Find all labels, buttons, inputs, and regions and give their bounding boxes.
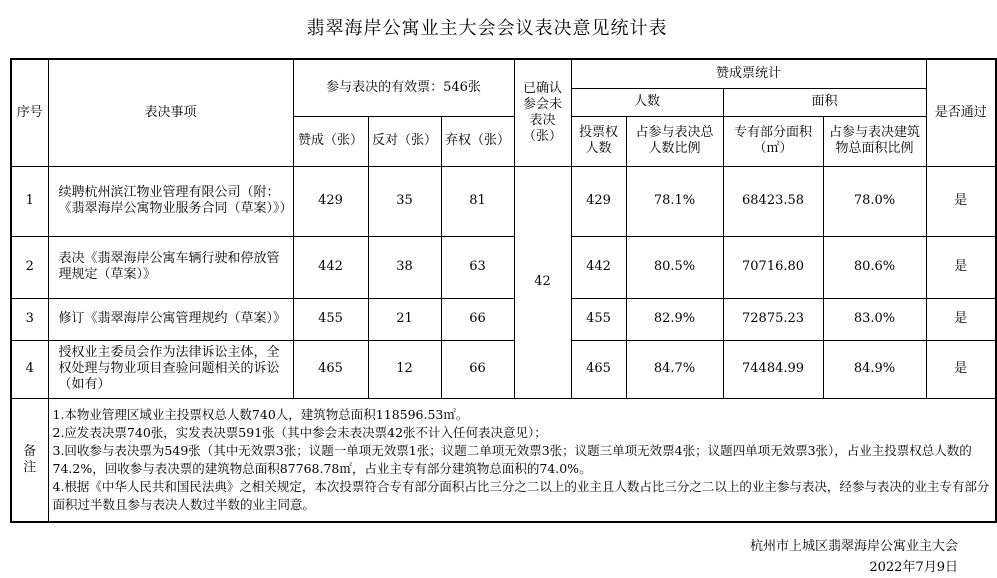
header-stats: 赞成票统计 [571, 59, 926, 88]
header-persons: 人数 [571, 88, 723, 116]
row-passed: 是 [926, 340, 996, 398]
header-voter-ratio: 占参与表决总人数比例 [626, 116, 723, 166]
row-seq: 4 [11, 340, 48, 398]
row-matter: 授权业主委员会作为法律诉讼主体，全权处理与物业项目查验问题相关的诉讼（如有） [48, 340, 293, 398]
header-passed: 是否通过 [926, 59, 996, 166]
header-area-ratio: 占参与表决建筑物总面积比例 [823, 116, 926, 166]
row-matter: 表决《翡翠海岸公寓车辆行驶和停放管理规定（草案）》 [48, 236, 293, 298]
header-exclusive-area: 专有部分面积（㎡） [723, 116, 823, 166]
header-matter: 表决事项 [48, 59, 293, 166]
row-passed: 是 [926, 236, 996, 298]
row-count: 442 [571, 236, 626, 298]
table-row [11, 298, 996, 340]
page-title: 翡翠海岸公寓业主大会会议表决意见统计表 [306, 18, 668, 39]
row-against: 12 [368, 340, 441, 398]
row-count: 455 [571, 298, 626, 340]
row-area: 68423.58 [723, 166, 823, 236]
row-for: 455 [293, 298, 368, 340]
table-row [11, 340, 996, 398]
row-abstain: 66 [441, 340, 514, 398]
row-count: 429 [571, 166, 626, 236]
row-area-ratio: 80.6% [823, 236, 926, 298]
header-against: 反对（张） [368, 116, 441, 166]
row-passed: 是 [926, 166, 996, 236]
notes-label: 备注 [11, 398, 48, 522]
row-abstain: 66 [441, 298, 514, 340]
row-passed: 是 [926, 298, 996, 340]
row-for: 442 [293, 236, 368, 298]
header-confirmed-absent: 已确认参会未表决（张） [514, 59, 571, 166]
header-for: 赞成（张） [293, 116, 368, 166]
note-item: 3.回收参与表决票为549张（其中无效票3张；议题一单项无效票1张；议题二单项无效票3张；议题三单项无效票4张；议题四单项无效票3张），占业主投票权总人数的74.2%，回收参与表决票的建筑物总面积87768.78㎡，占业主专有部分建筑物总面积的74.0%。 [52, 442, 972, 476]
row-count-ratio: 82.9% [626, 298, 723, 340]
row-against: 38 [368, 236, 441, 298]
row-area-ratio: 84.9% [823, 340, 926, 398]
row-matter: 续聘杭州滨江物业管理有限公司（附：《翡翠海岸公寓物业服务合同（草案）》） [48, 166, 293, 236]
confirmed-absent-value: 42 [514, 166, 571, 398]
header-voter-count: 投票权人数 [571, 116, 626, 166]
row-area: 70716.80 [723, 236, 823, 298]
table-row [11, 236, 996, 298]
row-abstain: 81 [441, 166, 514, 236]
row-for: 465 [293, 340, 368, 398]
header-valid-votes: 参与表决的有效票：546张 [293, 59, 514, 116]
notes-body [48, 398, 996, 522]
table-row [11, 166, 996, 236]
row-against: 35 [368, 166, 441, 236]
row-seq: 2 [11, 236, 48, 298]
row-for: 429 [293, 166, 368, 236]
row-count-ratio: 80.5% [626, 236, 723, 298]
row-area-ratio: 83.0% [823, 298, 926, 340]
row-area: 72875.23 [723, 298, 823, 340]
header-abstain: 弃权（张） [441, 116, 514, 166]
row-seq: 1 [11, 166, 48, 236]
row-count-ratio: 84.7% [626, 340, 723, 398]
footer-org: 杭州市上城区翡翠海岸公寓业主大会 [749, 539, 958, 554]
row-area: 74484.99 [723, 340, 823, 398]
row-matter: 修订《翡翠海岸公寓管理规约（草案）》 [48, 298, 293, 340]
header-seq: 序号 [11, 59, 48, 166]
note-item: 1.本物业管理区域业主投票权总人数740人，建筑物总面积118596.53㎡。 [52, 406, 469, 422]
row-area-ratio: 78.0% [823, 166, 926, 236]
header-area: 面积 [723, 88, 926, 116]
row-count: 465 [571, 340, 626, 398]
row-against: 21 [368, 298, 441, 340]
note-item: 4.根据《中华人民共和国民法典》之相关规定，本次投票符合专有部分面积占比三分之二以上的业主且人数占比三分之二以上的业主参与表决，经参与表决的业主专有部分面积过半数且参与表决人数过半数的业主同意。 [52, 478, 990, 512]
row-seq: 3 [11, 298, 48, 340]
row-abstain: 63 [441, 236, 514, 298]
row-count-ratio: 78.1% [626, 166, 723, 236]
notes-row [11, 398, 996, 522]
footer-date: 2022年7月9日 [869, 560, 958, 575]
vote-statistics-table [10, 58, 997, 523]
note-item: 2.应发表决票740张，实发表决票591张（其中参会未表决票42张不计入任何表决意见）； [52, 424, 547, 440]
